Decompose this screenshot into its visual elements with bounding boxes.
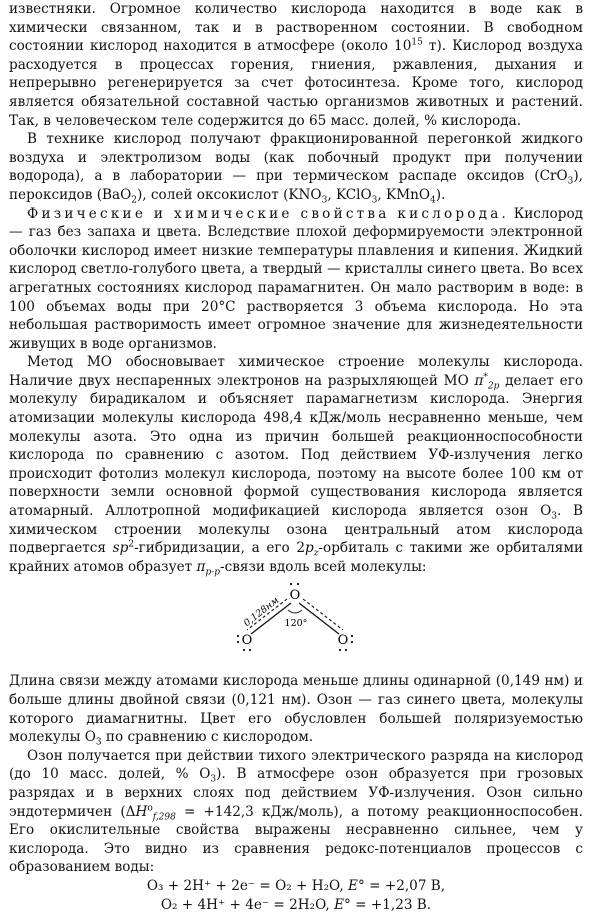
subscript: 3	[371, 195, 378, 206]
text-run: ). В атмосфере озон образуется при грозовых разрядах и в верхних слоях под действием УФ-излучения. Озон сильно эндотермичен (Δ	[9, 766, 583, 820]
angle-label: 120°	[284, 618, 308, 630]
paragraph-6	[9, 747, 583, 877]
subscript: 3	[321, 195, 328, 206]
sp-symbol: sp	[112, 540, 129, 557]
text-run: делает его молекулу бирадикалом и объясняет парамагнетизм кислорода. Энергия атомизации молекулы кислорода 498,4 кДж/моль несравненно меньше, чем молекулы азота. Это одна из причин большей реакционноспособности кислорода по сравнению с азотом. Под действием УФ-излучения легко происходит фотолиз молекул кислорода, поэтому на высоте более 100 км от поверхности земли основной формой существования кислорода является атомарный. Аллотропной модификацией кислорода является озон O	[9, 372, 584, 520]
lone-pair-dot	[345, 649, 347, 651]
bond-right-dashed	[303, 599, 343, 630]
potential-value: = +1,23 В.	[350, 896, 432, 913]
text-run: Кислород — газ без запаха и цвета. Вследствие плохой деформируемости электронной оболочки кислород имеет низкие температуры плавления и кипения. Жидкий кислород светло-голубого цвета, а твердый — кристаллы синего цвета. Во всех агрегатных состояниях кислород парамагнитен. Он мало растворим в воде: в 100 объемах воды при 20°С растворяется 3 объема кислорода. Но эта небольшая растворимость имеет огромное значение для жизнедеятельности живущих в воде организмов.	[9, 205, 583, 352]
superscript: 2	[128, 539, 135, 550]
lone-pair-dot	[297, 583, 299, 585]
document-page	[9, 0, 583, 914]
subscript: 2	[131, 195, 137, 206]
paragraph-1	[9, 0, 583, 130]
text-run: известняки. Огромное количество кислорода находится в воде как в химически связанном, так и в растворенном состоянии. В свободном состоянии кислород находится в атмосфере (около 10	[9, 1, 583, 55]
subscript: 4	[430, 195, 436, 206]
equation-2	[9, 896, 583, 914]
text-run: . В химическом строении молекулы озона центральный атом кислорода подвергается	[9, 503, 583, 557]
text-run: ).	[435, 186, 446, 203]
lone-pair-dot	[243, 649, 245, 651]
subscript: z	[313, 548, 319, 559]
equation-text: O₂ + 4H⁺ + 4e⁻ = 2H₂O,	[160, 896, 335, 913]
enthalpy-symbol: H	[135, 803, 148, 820]
text-run: В технике кислород получают фракционированной перегонкой жидкого воздуха и электролизом воды (как побочный продукт при получении водорода), а в лаборатории — при термическом распаде оксидов (CrO	[9, 131, 583, 185]
text-run: Озон получается при действии тихого электрического разряда на кислород (до 10 масс. долей, % O	[9, 747, 583, 783]
lone-pair-dot	[351, 635, 353, 637]
text-run: , KMnO	[377, 186, 431, 203]
text-run: -орбиталь с такими же орбиталями крайних атомов образует	[9, 540, 583, 575]
subscript: 3	[95, 737, 102, 748]
angle-arc	[288, 610, 302, 613]
bond-length-label: 0,128нм	[241, 595, 282, 630]
text-run: Длина связи между атомами кислорода меньше длины одинарной (0,149 нм) и больше длины двойной связи (0,121 нм). Озон — газ синего цвета, молекулы которого диамагнитны. Цвет его обусловлен большей поляризуемостью молекулы O	[9, 673, 583, 746]
atom-center: O	[289, 588, 301, 604]
text-run: по сравнению с кислородом.	[101, 729, 314, 746]
subscript: 3	[210, 775, 217, 786]
subscript: 3	[551, 511, 557, 522]
text-run: т). Кислород воздуха расходуется в процессах горения, гниения, ржавления, дыхания и непрерывно регенерируется за счет фотосинтеза. Кроме того, кислород является обязательной составной частью организмов животных и растений. Так, в человеческом теле содержится до 65 масс. долей, % кислорода.	[9, 38, 583, 129]
lone-pair-dot	[249, 649, 251, 651]
text-run: Метод МО обосновывает химическое строение молекулы кислорода. Наличие двух неспаренных электронов на разрыхляющей МО	[9, 354, 583, 389]
lone-pair-dot	[290, 583, 292, 585]
text-run: -гибридизации, а его 2	[134, 540, 305, 557]
pi-symbol: π	[474, 372, 484, 389]
paragraph-4	[9, 353, 583, 576]
equation-1	[9, 877, 583, 896]
text-run: , KClO	[327, 186, 372, 203]
paragraph-5	[9, 672, 583, 746]
superscript: *	[483, 372, 488, 383]
potential-symbol: E°	[348, 877, 365, 894]
potential-symbol: E°	[334, 896, 351, 913]
potential-value: = +2,07 В,	[364, 877, 446, 894]
lone-pair-dot	[237, 641, 239, 643]
subscript: 3	[567, 177, 574, 188]
subscript: 2p	[487, 381, 500, 392]
pi-symbol: π	[196, 558, 206, 575]
ozone-diagram	[9, 576, 583, 672]
atom-left: O	[241, 633, 253, 649]
text-run: ), солей оксокислот (KNO	[136, 186, 322, 203]
text-run: ), пероксидов (BaO	[9, 168, 583, 203]
p-symbol: p	[304, 540, 314, 557]
superscript: o	[147, 803, 153, 814]
text-run: = +142,3 кДж/моль), а потому реакционноспособен. Его окислительные свойства выражены несравненно сильнее, чем у кислорода. Это видно из сравнения редокс-потенциалов процессов с образованием воды:	[9, 803, 584, 876]
equation-text: O₃ + 2H⁺ + 2e⁻ = O₂ + H₂O,	[146, 877, 349, 894]
superscript: 15	[411, 37, 423, 48]
text-run: -связи вдоль всей молекулы:	[220, 558, 427, 575]
section-heading: Физические и химические свойства кислорода.	[27, 205, 510, 222]
lone-pair-dot	[237, 635, 239, 637]
ozone-structure-figure	[9, 576, 583, 672]
mo-symbol	[474, 372, 500, 392]
subscript: p-p	[205, 567, 221, 578]
atom-right: O	[337, 633, 349, 649]
paragraph-2	[9, 130, 583, 204]
lone-pair-dot	[351, 641, 353, 643]
subscript: f,298	[152, 812, 176, 823]
lone-pair-dot	[339, 649, 341, 651]
paragraph-3	[9, 205, 583, 354]
